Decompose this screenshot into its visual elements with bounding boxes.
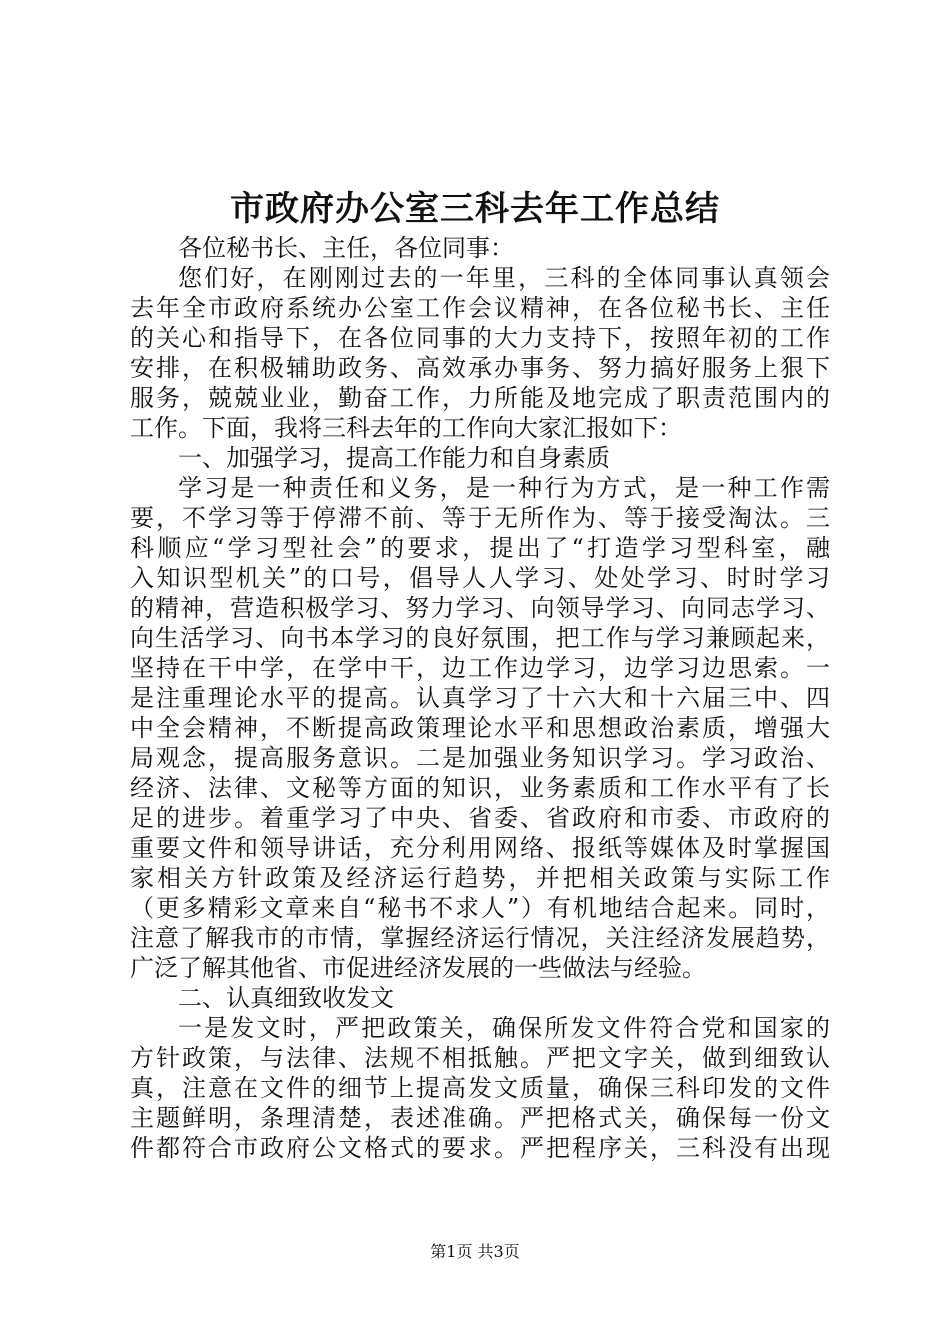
body-line: 件都符合市政府公文格式的要求。严把程序关，三科没有出现 (130, 1134, 830, 1162)
body-line: 学习是一种责任和义务，是一种行为方式，是一种工作需 (178, 474, 830, 502)
body-line: 中全会精神，不断提高政策理论水平和思想政治素质，增强大 (130, 714, 830, 742)
body-line: 一、加强学习，提高工作能力和自身素质 (178, 444, 610, 472)
body-line: 向生活学习、向书本学习的良好氛围，把工作与学习兼顾起来， (130, 624, 830, 652)
body-line: 是注重理论水平的提高。认真学习了十六大和十六届三中、四 (130, 684, 830, 712)
body-line: 方针政策，与法律、法规不相抵触。严把文字关，做到细致认 (130, 1044, 830, 1072)
body-line: 真，注意在文件的细节上提高发文质量，确保三科印发的文件 (130, 1074, 830, 1102)
body-line: 入知识型机关”的口号，倡导人人学习、处处学习、时时学习 (130, 564, 830, 592)
document-title: 市政府办公室三科去年工作总结 (230, 189, 720, 229)
body-line: 二、认真细致收发文 (178, 984, 394, 1012)
body-line: 广泛了解其他省、市促进经济发展的一些做法与经验。 (130, 954, 706, 982)
body-line: 坚持在干中学，在学中干，边工作边学习，边学习边思索。一 (130, 654, 830, 682)
body-line: 去年全市政府系统办公室工作会议精神，在各位秘书长、主任 (130, 294, 830, 322)
body-line: 家相关方针政策及经济运行趋势，并把相关政策与实际工作 (130, 864, 830, 892)
body-line: 足的进步。着重学习了中央、省委、省政府和市委、市政府的 (130, 804, 830, 832)
body-line: 各位秘书长、主任，各位同事： (178, 234, 514, 262)
body-line: 经济、法律、文秘等方面的知识，业务素质和工作水平有了长 (130, 774, 830, 802)
body-line: 科顺应“学习型社会”的要求，提出了“打造学习型科室，融 (130, 534, 830, 562)
body-line: 重要文件和领导讲话，充分利用网络、报纸等媒体及时掌握国 (130, 834, 830, 862)
body-line: 的精神，营造积极学习、努力学习、向领导学习、向同志学习、 (130, 594, 830, 622)
body-line: （更多精彩文章来自“秘书不求人”）有机地结合起来。同时， (130, 894, 830, 922)
body-line: 注意了解我市的市情，掌握经济运行情况，关注经济发展趋势， (130, 924, 830, 952)
body-line: 的关心和指导下，在各位同事的大力支持下，按照年初的工作 (130, 324, 830, 352)
page-number-footer: 第1页 共3页 (430, 1242, 520, 1261)
document-body (130, 233, 830, 1163)
body-line: 服务，兢兢业业，勤奋工作，力所能及地完成了职责范围内的 (130, 384, 830, 412)
body-line: 要，不学习等于停滞不前、等于无所作为、等于接受淘汰。三 (130, 504, 830, 532)
body-line: 主题鲜明，条理清楚，表述准确。严把格式关，确保每一份文 (130, 1104, 830, 1132)
body-line: 局观念，提高服务意识。二是加强业务知识学习。学习政治、 (130, 744, 830, 772)
body-line: 工作。下面，我将三科去年的工作向大家汇报如下： (130, 414, 682, 442)
body-line: 一是发文时，严把政策关，确保所发文件符合党和国家的 (178, 1014, 830, 1042)
body-line: 您们好，在刚刚过去的一年里，三科的全体同事认真领会 (178, 264, 830, 292)
body-line: 安排，在积极辅助政务、高效承办事务、努力搞好服务上狠下 (130, 354, 830, 382)
